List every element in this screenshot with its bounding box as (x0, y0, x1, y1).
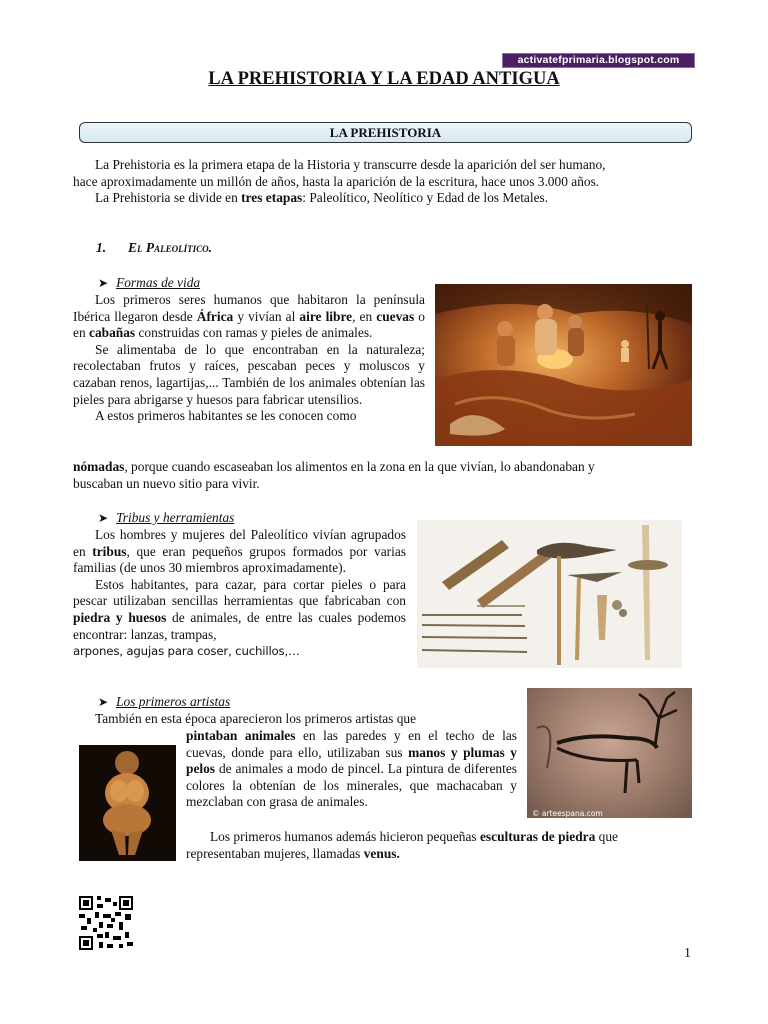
intro-line-1: La Prehistoria es la primera etapa de la Historia y transcurre desde la aparición del ser humano, (95, 157, 606, 172)
arrow-bullet-icon: ➤ (98, 511, 109, 525)
cave-painting-drawing (527, 688, 692, 818)
formas-paragraph-3-start: A estos primeros habitantes se les conocen como (95, 408, 357, 424)
heading-paleolitico: 1. El Paleolítico. (96, 240, 213, 255)
qr-code-drawing (79, 896, 133, 950)
formas-paragraph-2: Se alimentaba de lo que encontraban en la naturaleza; recolectaban frutos y raíces, pescaban peces y moluscos y cazaban renos, lagartijas,... También de los animales obtenían las pieles para abrigarse y huesos para fabricar utensilios. (73, 341, 425, 407)
venus-figurine-photo (79, 745, 176, 861)
tribus-paragraph-1: Los hombres y mujeres del Paleolítico vivían agrupados en tribus, que eran pequeños grupos formados por varias familias (de unos 30 miembros aproximadamente). (73, 527, 406, 576)
subheading-formas-de-vida: ➤ Formas de vida (98, 275, 201, 290)
cave-painting-deer-photo (527, 688, 692, 818)
intro-line-2: hace aproximadamente un millón de años, hasta la aparición de la escritura, hace unos 3.000 años. (73, 173, 600, 189)
formas-paragraph-3: nómadas, porque cuando escaseaban los alimentos en la zona en la que vivían, lo abandonaban y buscaban un nuevo sitio para vivir. (73, 459, 595, 491)
venus-drawing (79, 745, 176, 861)
formas-paragraph-1: Los primeros seres humanos que habitaron la península Ibérica llegaron desde África y vivían al aire libre, en cuevas o en cabañas construidas con ramas y pieles de animales. Se alimentaba de lo que encontraban en la naturaleza; recolectaban frutos y raíces, pescaban peces y moluscos y cazaban renos, lagartijas,... También de los animales obtenían las pieles para abrigarse y huesos para fabricar utensilios. A estos primeros habitantes se les conocen como (73, 292, 426, 424)
artistas-paragraph-1: pintaban animales en las paredes y en el techo de las cuevas, donde para ello, utilizaban sus manos y plumas y pelos de animales a modo de pincel. La pintura de diferentes colores la obtenían de los minerales, que machacaban y mezclaban con grasa de animales. (186, 728, 518, 810)
cave-scene-drawing (435, 284, 692, 446)
cave-life-illustration (435, 284, 692, 446)
tribus-paragraph-2: Estos habitantes, para cazar, para cortar pieles o para pescar utilizaban sencillas herramientas que fabricaban con piedra y huesos de animales, de entre las cuales podemos encontrar: lanzas, trampas, (73, 576, 406, 642)
arrow-bullet-icon: ➤ (98, 695, 109, 709)
image-credit: © arteespana.com (532, 809, 603, 818)
intro-text (73, 157, 695, 207)
page-number: 1 (684, 946, 691, 961)
page-title: LA PREHISTORIA Y LA EDAD ANTIGUA (208, 69, 560, 89)
arrow-bullet-icon: ➤ (98, 276, 109, 290)
tribus-paragraphs (73, 527, 406, 660)
section-heading-prehistoria: LA PREHISTORIA (79, 122, 692, 143)
stone-bone-tools-photo (417, 520, 682, 668)
artistas-line-1: También en esta época aparecieron los primeros artistas que (95, 711, 417, 726)
tools-drawing (417, 520, 682, 668)
intro-line-3: La Prehistoria se divide en tres etapas: Paleolítico, Neolítico y Edad de los Metales. (95, 190, 549, 206)
artistas-paragraph-2: Los primeros humanos además hicieron pequeñas esculturas de piedra que representaban mujeres, llamadas venus. (186, 829, 618, 861)
qr-code-icon[interactable] (79, 896, 133, 950)
subheading-tribus-herramientas: ➤ Tribus y herramientas (98, 510, 235, 525)
subheading-primeros-artistas: ➤ Los primeros artistas (98, 694, 231, 709)
tribus-paragraph-2-end: arpones, agujas para coser, cuchillos,… (73, 644, 300, 659)
blog-badge[interactable]: activatefprimaria.blogspot.com (502, 53, 695, 68)
